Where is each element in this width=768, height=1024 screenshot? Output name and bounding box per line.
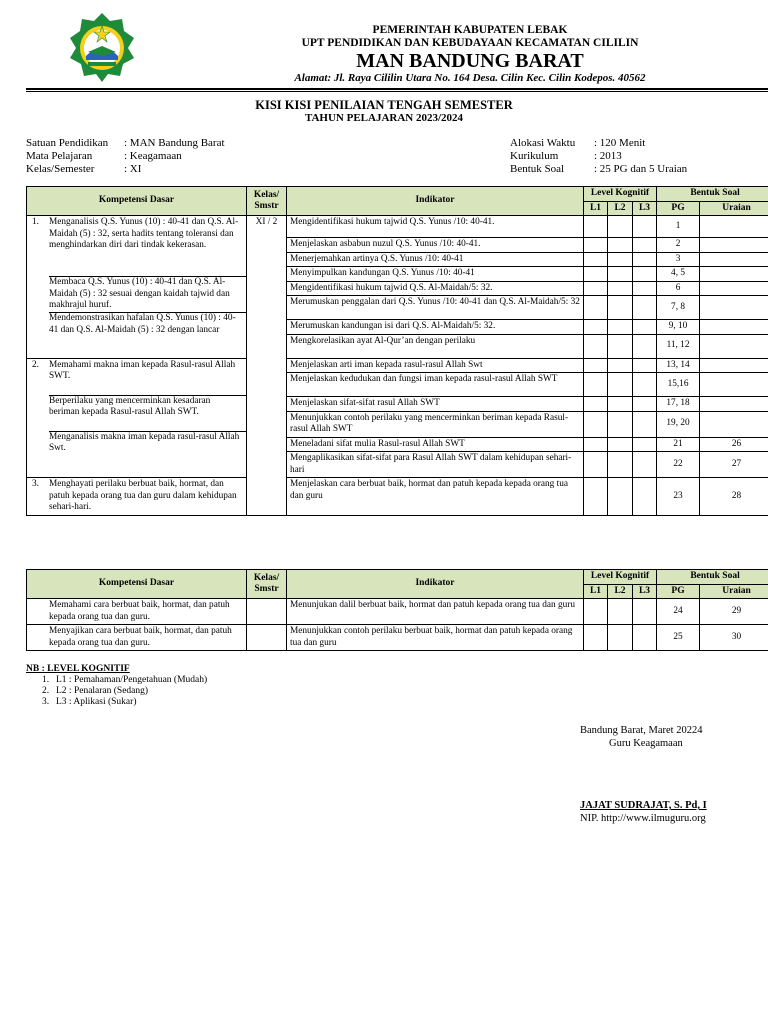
uraian-cell	[700, 358, 768, 373]
uraian-cell: 26	[700, 437, 768, 452]
level-l3-cell	[633, 452, 657, 478]
document-title: KISI KISI PENILAIAN TENGAH SEMESTER	[255, 98, 513, 112]
level-l2-cell	[608, 238, 633, 253]
level-l1-cell	[584, 238, 608, 253]
level-l1-cell	[584, 358, 608, 373]
uraian-cell	[700, 373, 768, 397]
indikator-cell: Menjelaskan asbabun nuzul Q.S. Yunus /10: 40-41.	[287, 238, 584, 253]
level-l1-cell	[584, 334, 608, 358]
pg-cell: 4, 5	[657, 267, 700, 282]
pg-cell: 13, 14	[657, 358, 700, 373]
pg-cell: 21	[657, 437, 700, 452]
kisi-table-main	[26, 186, 768, 516]
indikator-cell: Meneladani sifat mulia Rasul-rasul Allah SWT	[287, 437, 584, 452]
th-indikator: Indikator	[287, 187, 584, 216]
th-l1: L1	[584, 201, 608, 216]
th-indikator: Indikator	[287, 570, 584, 599]
kd-text: Menghayati perilaku berbuat baik, hormat, dan patuh kepada orang tua dan guru dalam kehidupan sehari-hari.	[49, 479, 237, 512]
signature-space	[560, 750, 740, 800]
meta-label: Kelas/Semester	[26, 163, 95, 175]
pg-cell: 7, 8	[657, 296, 700, 320]
kd-number: 2.	[32, 359, 39, 370]
uraian-cell	[700, 296, 768, 320]
meta-label: Mata Pelajaran	[26, 150, 93, 162]
pg-cell: 24	[657, 599, 700, 625]
level-l1-cell	[584, 252, 608, 267]
uraian-cell	[700, 216, 768, 238]
meta-label: Bentuk Soal	[510, 163, 565, 175]
indikator-cell: Menerjemahkan artinya Q.S. Yunus /10: 40-41	[287, 252, 584, 267]
pg-cell: 25	[657, 625, 700, 651]
level-l3-cell	[633, 281, 657, 296]
school-logo-emblem	[68, 12, 136, 82]
notes-item-text: L2 : Penalaran (Sedang)	[56, 686, 149, 696]
notes-item-text: L3 : Aplikasi (Sukar)	[56, 697, 137, 707]
level-l1-cell	[584, 216, 608, 238]
meta-label: Kurikulum	[510, 150, 559, 162]
indikator-cell: Menunjukkan contoh perilaku yang mencerminkan beriman kepada Rasul-rasul Allah SWT	[287, 411, 584, 437]
indikator-cell: Mengidentifikasi hukum tajwid Q.S. Al-Maidah/5: 32.	[287, 281, 584, 296]
kd-number: 3.	[32, 479, 39, 489]
kd-cell	[27, 599, 247, 625]
th-l3: L3	[633, 201, 657, 216]
th-bentuk-soal: Bentuk Soal	[657, 187, 768, 202]
signature-block	[560, 725, 740, 825]
table-row	[27, 358, 768, 373]
indikator-cell: Merumuskan penggalan dari Q.S. Yunus /10: 40-41 dan Q.S. Al-Maidah/5: 32	[287, 296, 584, 320]
kelas-semester-cell: XI / 2	[247, 216, 287, 516]
level-l2-cell	[608, 373, 633, 397]
th-l1: L1	[584, 584, 608, 599]
pg-cell: 6	[657, 281, 700, 296]
th-kelas-semester: Kelas/ Smstr	[247, 187, 287, 216]
pg-cell: 2	[657, 238, 700, 253]
kd-text: Memahami cara berbuat baik, hormat, dan patuh kepada orang tua dan guru.	[49, 600, 230, 622]
meta-label: Satuan Pendidikan	[26, 137, 109, 149]
signature-role: Guru Keagamaan	[609, 737, 683, 749]
kd-cell	[27, 358, 247, 478]
uraian-cell: 30	[700, 625, 768, 651]
level-l3-cell	[633, 373, 657, 397]
level-l3-cell	[633, 296, 657, 320]
meta-right	[510, 137, 750, 177]
kelas-semester-cell	[247, 625, 287, 651]
th-l2: L2	[608, 201, 633, 216]
uraian-cell	[700, 320, 768, 335]
uraian-cell	[700, 267, 768, 282]
meta-left	[26, 137, 326, 177]
level-l1-cell	[584, 411, 608, 437]
th-level-kognitif: Level Kognitif	[584, 187, 657, 202]
level-l2-cell	[608, 267, 633, 282]
level-l2-cell	[608, 216, 633, 238]
level-l1-cell	[584, 599, 608, 625]
level-l3-cell	[633, 252, 657, 267]
table-row	[27, 599, 768, 625]
level-l2-cell	[608, 296, 633, 320]
level-l2-cell	[608, 397, 633, 412]
kisi-table-additional	[26, 569, 768, 651]
pg-cell: 23	[657, 478, 700, 516]
level-l2-cell	[608, 320, 633, 335]
indikator-cell: Menjelaskan arti iman kepada rasul-rasul Allah Swt	[287, 358, 584, 373]
level-l1-cell	[584, 478, 608, 516]
pg-cell: 11, 12	[657, 334, 700, 358]
header-address: Alamat: Jl. Raya Cililin Utara No. 164 Desa. Cilin Kec. Cilin Kodepos. 40562	[294, 72, 646, 84]
kd-text: Berperilaku yang mencerminkan kesadaran beriman kepada Rasul-rasul Allah SWT.	[49, 395, 211, 417]
th-uraian: Uraian	[700, 201, 768, 216]
notes-item-text: L1 : Pemahaman/Pengetahuan (Mudah)	[56, 675, 208, 685]
level-l2-cell	[608, 625, 633, 651]
signature-name: JAJAT SUDRAJAT, S. Pd, I	[580, 800, 707, 811]
pg-cell: 3	[657, 252, 700, 267]
level-l3-cell	[633, 599, 657, 625]
level-l1-cell	[584, 625, 608, 651]
uraian-cell	[700, 411, 768, 437]
kd-text: Menganalisis makna iman kepada rasul-rasul Allah Swt.	[49, 431, 240, 453]
th-kompetensi-dasar: Kompetensi Dasar	[27, 570, 247, 599]
th-l2: L2	[608, 584, 633, 599]
uraian-cell	[700, 252, 768, 267]
header-rule-thick	[26, 88, 768, 90]
kd-text: Menganalisis Q.S. Yunus (10) : 40-41 dan Q.S. Al- Maidah (5) : 32, serta hadits tentang toleransi dan menghindarkan diri dari tindak kekerasan.	[49, 217, 239, 250]
level-l2-cell	[608, 334, 633, 358]
level-l1-cell	[584, 296, 608, 320]
pg-cell: 15,16	[657, 373, 700, 397]
notes-item: 2. L2 : Penalaran (Sedang)	[42, 686, 149, 696]
table-row	[27, 478, 768, 516]
level-l2-cell	[608, 478, 633, 516]
meta-value: : 120 Menit	[594, 137, 646, 149]
kd-text: Membaca Q.S. Yunus (10) : 40-41 dan Q.S. Al- Maidah (5) : 32 sesuai dengan kaidah tajwid dan makhrajul huruf.	[49, 277, 230, 310]
header-agency: UPT PENDIDIKAN DAN KEBUDAYAAN KECAMATAN CILILIN	[301, 37, 639, 49]
level-l3-cell	[633, 397, 657, 412]
notes-title: NB : LEVEL KOGNITIF	[26, 664, 130, 674]
header-school-name: MAN BANDUNG BARAT	[356, 50, 584, 72]
pg-cell: 17, 18	[657, 397, 700, 412]
kd-number: 1.	[32, 217, 39, 227]
level-l3-cell	[633, 334, 657, 358]
level-l2-cell	[608, 358, 633, 373]
meta-value: : MAN Bandung Barat	[124, 137, 225, 149]
level-l3-cell	[633, 267, 657, 282]
level-l1-cell	[584, 373, 608, 397]
level-l2-cell	[608, 437, 633, 452]
pg-cell: 22	[657, 452, 700, 478]
level-l2-cell	[608, 411, 633, 437]
kd-text: Menyajikan cara berbuat baik, hormat, dan patuh kepada orang tua dan guru.	[49, 626, 232, 648]
uraian-cell	[700, 397, 768, 412]
meta-label: Alokasi Waktu	[510, 137, 576, 149]
notes-item: 1. L1 : Pemahaman/Pengetahuan (Mudah)	[42, 675, 208, 685]
notes-level-kognitif	[26, 664, 326, 708]
uraian-cell: 29	[700, 599, 768, 625]
indikator-cell: Menjelaskan sifat-sifat rasul Allah SWT	[287, 397, 584, 412]
level-l3-cell	[633, 358, 657, 373]
level-l1-cell	[584, 267, 608, 282]
indikator-cell: Menjelaskan kedudukan dan fungsi iman kepada rasul-rasul Allah SWT	[287, 373, 584, 397]
indikator-cell: Menunjukan dalil berbuat baik, hormat dan patuh kepada orang tua dan guru	[287, 599, 584, 625]
meta-value: : XI	[124, 163, 142, 175]
indikator-cell: Menjelaskan cara berbuat baik, hormat dan patuh kepada kepada orang tua dan guru	[287, 478, 584, 516]
level-l3-cell	[633, 320, 657, 335]
level-l1-cell	[584, 281, 608, 296]
kd-text: Memahami makna iman kepada Rasul-rasul Allah SWT.	[49, 359, 236, 381]
level-l3-cell	[633, 216, 657, 238]
kelas-semester-cell	[247, 599, 287, 625]
indikator-cell: Mengaplikasikan sifat-sifat para Rasul Allah SWT dalam kehidupan sehari-hari	[287, 452, 584, 478]
level-l2-cell	[608, 281, 633, 296]
pg-cell: 19, 20	[657, 411, 700, 437]
indikator-cell: Menunjukkan contoh perilaku berbuat baik, hormat dan patuh kepada orang tua dan guru	[287, 625, 584, 651]
level-l1-cell	[584, 397, 608, 412]
uraian-cell: 28	[700, 478, 768, 516]
kd-cell	[27, 478, 247, 516]
level-l1-cell	[584, 452, 608, 478]
level-l2-cell	[608, 252, 633, 267]
signature-place-date: Bandung Barat, Maret 20224	[580, 725, 703, 736]
level-l3-cell	[633, 625, 657, 651]
header-rule-thin	[26, 91, 768, 92]
header-government: PEMERINTAH KABUPATEN LEBAK	[372, 24, 568, 36]
pg-cell: 9, 10	[657, 320, 700, 335]
uraian-cell: 27	[700, 452, 768, 478]
indikator-cell: Mengkorelasikan ayat Al-Qur’an dengan perilaku	[287, 334, 584, 358]
th-uraian: Uraian	[700, 584, 768, 599]
indikator-cell: Merumuskan kandungan isi dari Q.S. Al-Maidah/5: 32.	[287, 320, 584, 335]
level-l2-cell	[608, 452, 633, 478]
th-bentuk-soal: Bentuk Soal	[657, 570, 768, 585]
th-level-kognitif: Level Kognitif	[584, 570, 657, 585]
uraian-cell	[700, 334, 768, 358]
kd-cell	[27, 625, 247, 651]
kd-text: Mendemonstrasikan hafalan Q.S. Yunus (10) : 40-41 dan Q.S. Al-Maidah (5) : 32 dengan lancar	[49, 313, 236, 335]
indikator-cell: Mengidentifikasi hukum tajwid Q.S. Yunus /10: 40-41.	[287, 216, 584, 238]
th-kelas-semester: Kelas/ Smstr	[247, 570, 287, 599]
notes-item: 3. L3 : Aplikasi (Sukar)	[42, 697, 137, 707]
meta-value: : 2013	[594, 150, 622, 162]
level-l2-cell	[608, 599, 633, 625]
document-year: TAHUN PELAJARAN 2023/2024	[304, 112, 464, 124]
uraian-cell	[700, 238, 768, 253]
th-l3: L3	[633, 584, 657, 599]
meta-value: : Keagamaan	[124, 150, 182, 162]
th-pg: PG	[657, 584, 700, 599]
indikator-cell: Menyimpulkan kandungan Q.S. Yunus /10: 40-41	[287, 267, 584, 282]
level-l1-cell	[584, 320, 608, 335]
table-row	[27, 625, 768, 651]
table-row	[27, 216, 768, 238]
meta-value: : 25 PG dan 5 Uraian	[594, 163, 688, 175]
th-kompetensi-dasar: Kompetensi Dasar	[27, 187, 247, 216]
level-l3-cell	[633, 437, 657, 452]
kd-cell	[27, 216, 247, 359]
level-l3-cell	[633, 478, 657, 516]
pg-cell: 1	[657, 216, 700, 238]
level-l1-cell	[584, 437, 608, 452]
signature-nip: NIP. http://www.ilmuguru.org	[580, 812, 706, 824]
th-pg: PG	[657, 201, 700, 216]
level-l3-cell	[633, 411, 657, 437]
level-l3-cell	[633, 238, 657, 253]
uraian-cell	[700, 281, 768, 296]
